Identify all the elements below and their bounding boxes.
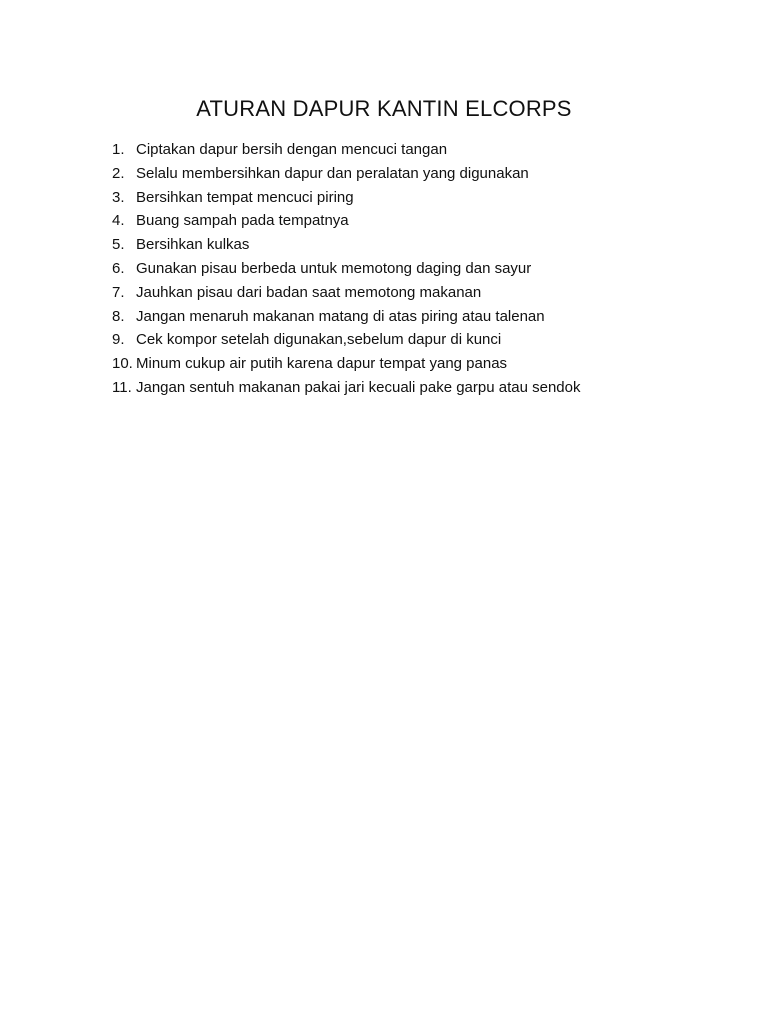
list-item [112, 257, 672, 281]
list-item [112, 376, 672, 400]
list-item-number: 5. [112, 236, 125, 254]
list-item-number: 2. [112, 164, 125, 182]
list-item-text: Cek kompor setelah digunakan,sebelum dapur di kunci [136, 331, 502, 349]
list-item-text: Selalu membersihkan dapur dan peralatan yang digunakan [136, 164, 529, 182]
list-item-text: Minum cukup air putih karena dapur tempat yang panas [136, 355, 508, 373]
list-item-text: Ciptakan dapur bersih dengan mencuci tangan [136, 141, 448, 158]
list-item-text: Jauhkan pisau dari badan saat memotong makanan [136, 283, 482, 301]
list-item-number: 7. [112, 283, 125, 301]
list-item-text: Buang sampah pada tempatnya [136, 212, 349, 230]
list-item-text: Gunakan pisau berbeda untuk memotong daging dan sayur [136, 259, 532, 277]
list-item [112, 281, 672, 305]
list-item-number: 1. [112, 141, 125, 158]
list-item-text: Bersihkan kulkas [136, 236, 250, 254]
list-item [112, 186, 672, 210]
list-item-number: 10. [112, 355, 133, 373]
list-item [112, 138, 672, 162]
list-item-number: 8. [112, 307, 125, 325]
list-item-number: 9. [112, 331, 125, 349]
list-item [112, 162, 672, 186]
list-item-number: 11. [112, 378, 132, 396]
list-item [112, 305, 672, 329]
list-item-number: 4. [112, 212, 125, 230]
list-item [112, 233, 672, 257]
list-item-text: Jangan menaruh makanan matang di atas piring atau talenan [136, 307, 545, 325]
page-title: ATURAN DAPUR KANTIN ELCORPS [196, 96, 572, 121]
list-item [112, 328, 672, 352]
list-item [112, 209, 672, 233]
rules-list [112, 138, 672, 400]
list-item-text: Bersihkan tempat mencuci piring [136, 188, 354, 206]
list-item [112, 352, 672, 376]
list-item-number: 3. [112, 188, 125, 206]
list-item-text: Jangan sentuh makanan pakai jari kecuali pake garpu atau sendok [136, 378, 581, 396]
list-item-number: 6. [112, 259, 125, 277]
